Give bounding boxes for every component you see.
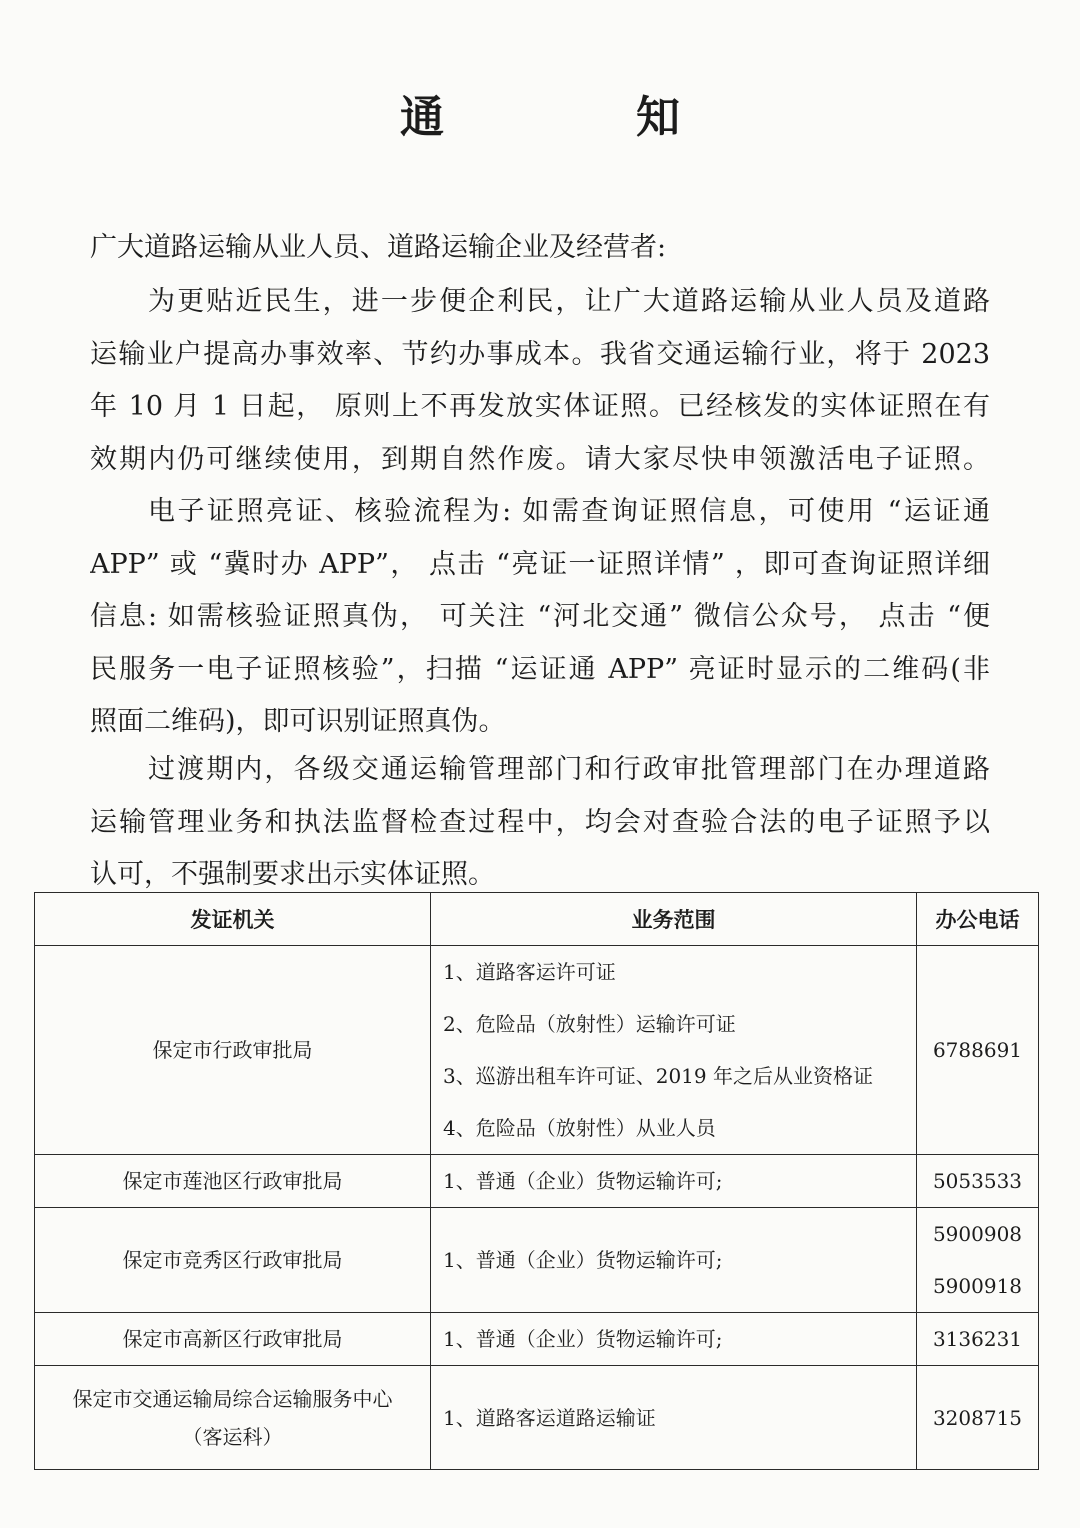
- org-cell: [35, 1313, 431, 1366]
- header-office-phone: 办公电话: [917, 893, 1039, 946]
- paragraph-2: [90, 486, 990, 749]
- table-row: [35, 1313, 1039, 1366]
- paragraph-3-line: 认可，不强制要求出示实体证照。: [90, 859, 495, 890]
- paragraph-1: [90, 276, 990, 486]
- header-business-scope: 业务范围: [431, 893, 917, 946]
- table-header-row: [35, 893, 1039, 946]
- org-cell: [35, 1366, 431, 1470]
- scope-cell: [431, 1366, 917, 1470]
- org-name: 保定市行政审批局: [152, 1038, 313, 1062]
- paragraph-3-line: 过渡期内，各级交通运输管理部门和行政审批管理部门在办理道路: [148, 754, 990, 785]
- paragraph-2-line: 民服务一电子证照核验”，扫描 “运证通 APP” 亮证时显示的二维码(非: [90, 653, 990, 685]
- org-name: 保定市竞秀区行政审批局: [122, 1248, 343, 1272]
- paragraph-2-line: 照面二维码)，即可识别证照真伪。: [90, 706, 506, 737]
- header-issuing-authority: 发证机关: [35, 893, 431, 946]
- org-name: 保定市莲池区行政审批局: [122, 1169, 343, 1193]
- paragraph-1-line: 为更贴近民生，进一步便企利民，让广大道路运输从业人员及道路: [148, 286, 990, 317]
- scope-item: 4、危险品（放射性）从业人员: [443, 1116, 716, 1140]
- org-name-suffix: （客运科）: [182, 1424, 283, 1449]
- org-cell: [35, 946, 431, 1155]
- phone-cell: [917, 946, 1039, 1155]
- paragraph-2-line: APP” 或 “冀时办 APP”， 点击 “亮证一证照详情” ，即可查询证照详细: [90, 548, 990, 580]
- scope-cell: [431, 946, 917, 1155]
- contact-table: [34, 892, 1039, 1470]
- phone-number: 3136231: [932, 1327, 1023, 1351]
- phone-number: 6788691: [932, 1038, 1023, 1062]
- scope-cell: [431, 1155, 917, 1208]
- paragraph-1-line: 运输业户提高办事效率、节约办事成本。我省交通运输行业，将于 2023: [90, 338, 990, 370]
- paragraph-1-line: 年 10 月 1 日起， 原则上不再发放实体证照。已经核发的实体证照在有: [90, 391, 990, 422]
- table-row: [35, 1155, 1039, 1208]
- paragraph-2-line: 信息: 如需核验证照真伪， 可关注 “河北交通” 微信公众号， 点击 “便: [90, 601, 990, 632]
- org-name: 保定市交通运输局综合运输服务中心: [72, 1386, 393, 1411]
- scope-item: 2、危险品（放射性）运输许可证: [443, 1012, 736, 1036]
- scope-cell: [431, 1313, 917, 1366]
- table-row: [35, 1366, 1039, 1470]
- phone-cell: [917, 1366, 1039, 1470]
- phone-cell: [917, 1313, 1039, 1366]
- phone-number: 5900918: [932, 1274, 1023, 1298]
- phone-cell: [917, 1208, 1039, 1313]
- scope-item: 1、普通（企业）货物运输许可;: [443, 1248, 723, 1272]
- phone-number: 5900908: [932, 1222, 1023, 1246]
- phone-number: 3208715: [932, 1405, 1023, 1430]
- scope-item: 1、普通（企业）货物运输许可;: [443, 1327, 723, 1351]
- salutation: 广大道路运输从业人员、道路运输企业及经营者:: [90, 232, 667, 263]
- paragraph-1-line: 效期内仍可继续使用，到期自然作废。请大家尽快申领激活电子证照。: [90, 443, 990, 475]
- phone-cell: [917, 1155, 1039, 1208]
- paragraph-3-line: 运输管理业务和执法监督检查过程中，均会对查验合法的电子证照予以: [90, 806, 990, 838]
- scope-item: 3、巡游出租车许可证、2019 年之后从业资格证: [443, 1064, 873, 1088]
- org-cell: [35, 1208, 431, 1313]
- notice-title: 通 知: [400, 92, 754, 143]
- scope-cell: [431, 1208, 917, 1313]
- scope-item: 1、道路客运许可证: [443, 960, 616, 984]
- org-cell: [35, 1155, 431, 1208]
- scope-item: 1、普通（企业）货物运输许可;: [443, 1169, 723, 1193]
- phone-number: 5053533: [932, 1169, 1023, 1193]
- paragraph-2-line: 电子证照亮证、核验流程为: 如需查询证照信息，可使用 “运证通: [148, 496, 990, 527]
- table-row: [35, 1208, 1039, 1313]
- paragraph-3: [90, 744, 990, 902]
- scope-item: 1、道路客运道路运输证: [443, 1405, 656, 1430]
- table-row: [35, 946, 1039, 1155]
- org-name: 保定市高新区行政审批局: [122, 1327, 343, 1351]
